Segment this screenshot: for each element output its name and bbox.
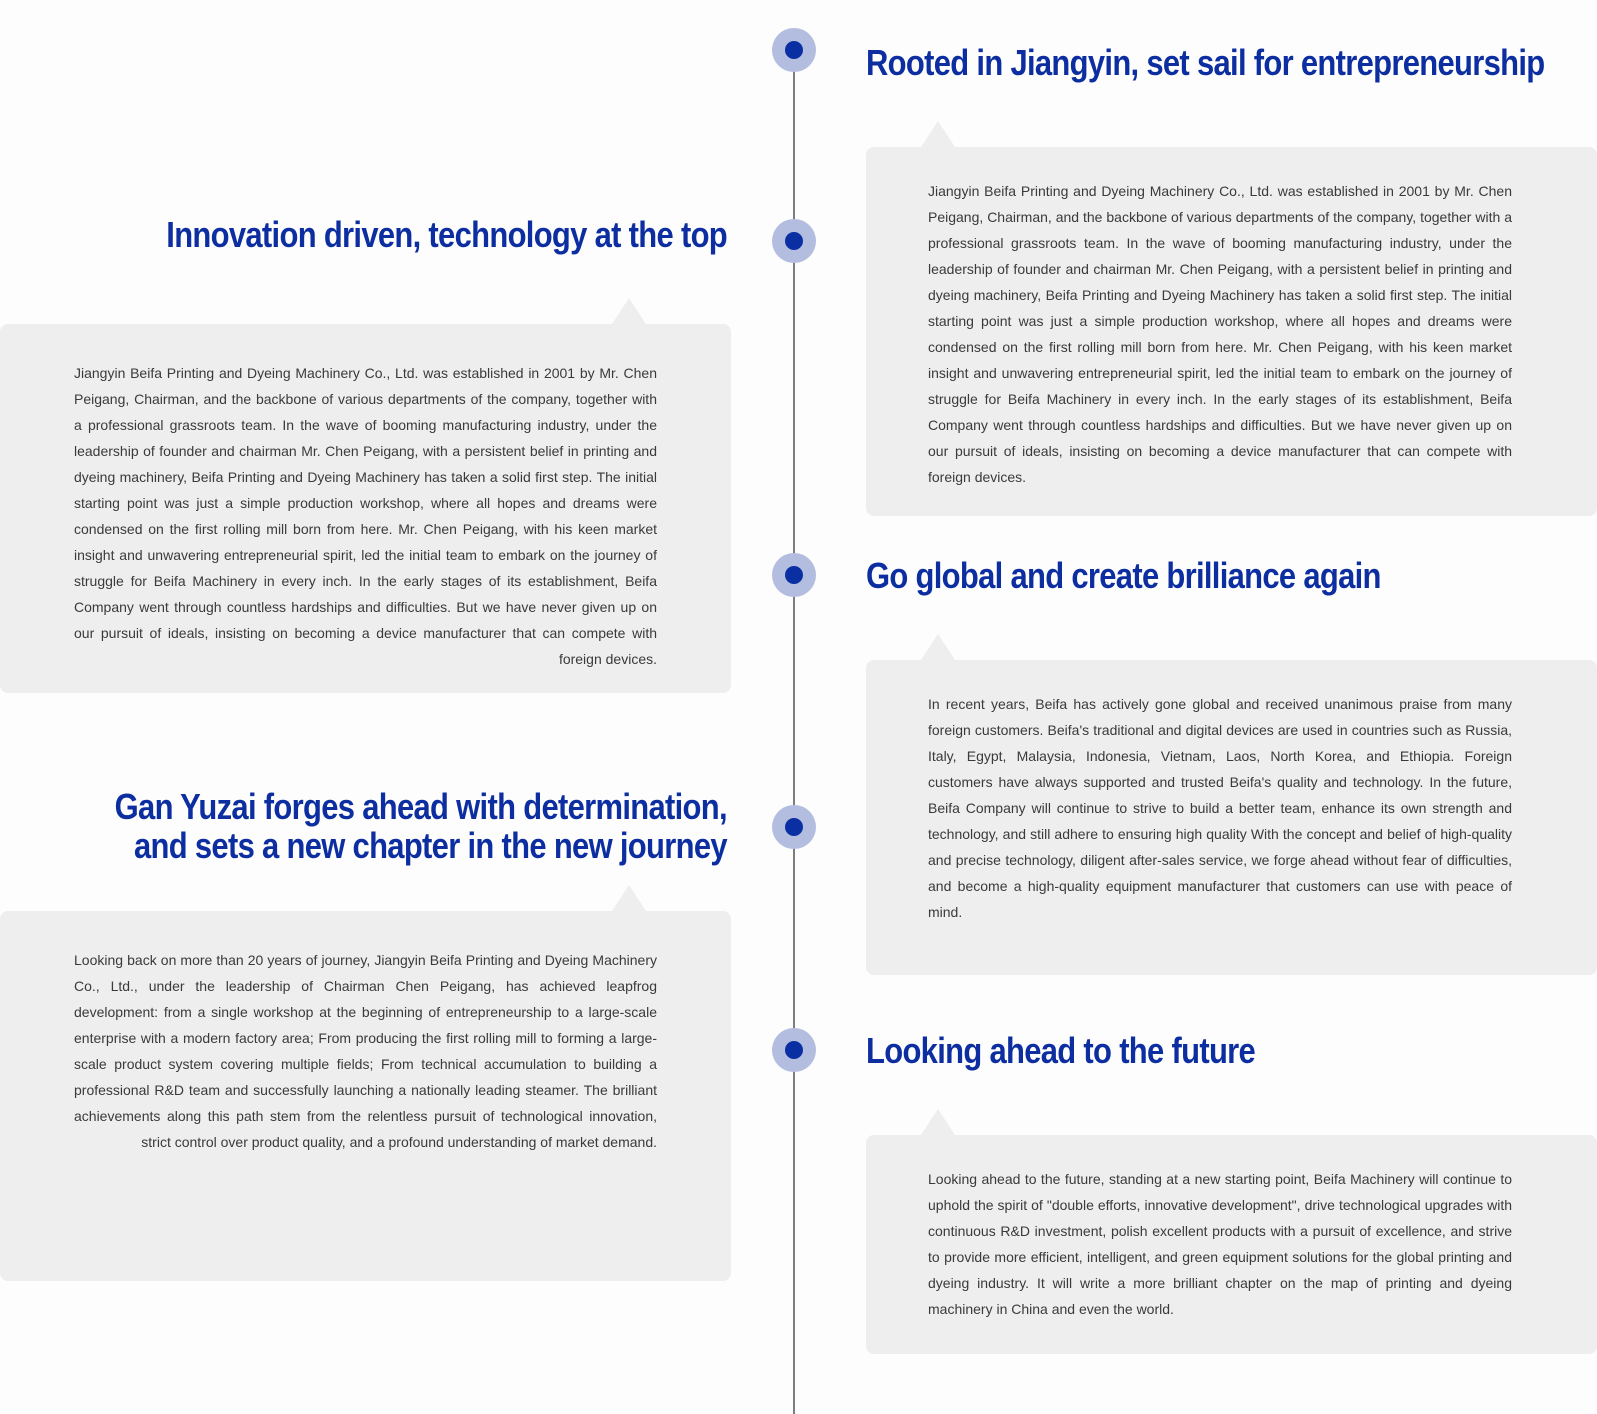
timeline-body-1: Jiangyin Beifa Printing and Dyeing Machinery Co., Ltd. was established in 2001 by Mr. Chen Peigang, Chairman, and the backbone of various departments of the company, together with a professional grassroots team. In the wave of booming manufacturing industry, under the leadership of founder and chairman Mr. Chen Peigang, with a persistent belief in printing and dyeing machinery, Beifa Printing and Dyeing Machinery has taken a solid first step. The initial starting point was just a simple production workshop, where all hopes and dreams were condensed on the first rolling mill born from here. Mr. Chen Peigang, with his keen market insight and unwavering entrepreneurial spirit, led the initial team to embark on the journey of struggle for Beifa Machinery in every inch. In the early stages of its establishment, Beifa Company went through countless hardships and difficulties. But we have never given up on our pursuit of ideals, insisting on becoming a device manufacturer that can compete with foreign devices. <box>928 183 1512 485</box>
timeline-title-4 <box>115 787 727 865</box>
timeline-body-4: Looking back on more than 20 years of journey, Jiangyin Beifa Printing and Dyeing Machinery Co., Ltd., under the leadership of Chairman Chen Peigang, has achieved leapfrog development: from a single workshop at the beginning of entrepreneurship to a large-scale enterprise with a modern factory area; From producing the first rolling mill to forming a large-scale product system covering multiple fields; From technical accumulation to building a professional R&D team and successfully launching a nationally leading steamer. The brilliant achievements along this path stem from the relentless pursuit of technological innovation, strict control over product quality, and a profound understanding of market demand. <box>74 952 657 1150</box>
timeline-body-5: Looking ahead to the future, standing at a new starting point, Beifa Machinery will continue to uphold the spirit of "double efforts, innovative development", drive technological upgrades with continuous R&D investment, polish excellent products with a pursuit of excellence, and strive to provide more efficient, intelligent, and green equipment solutions for the global printing and dyeing industry. It will write a more brilliant chapter on the map of printing and dyeing machinery in China and even the world. <box>928 1171 1512 1317</box>
timeline-title-2: Innovation driven, technology at the top <box>166 214 727 255</box>
timeline-card-4 <box>0 911 731 1281</box>
timeline-title-1: Rooted in Jiangyin, set sail for entrepreneurship <box>866 42 1545 83</box>
timeline-dot-1 <box>772 28 816 72</box>
timeline-dot-4 <box>772 805 816 849</box>
timeline-body-3: In recent years, Beifa has actively gone global and received unanimous praise from many foreign customers. Beifa's traditional and digital devices are used in countries such as Russia, Italy, Egypt, Malaysia, Indonesia, Vietnam, Laos, North Korea, and Ethiopia. Foreign customers have always supported and trusted Beifa's quality and technology. In the future, Beifa Company will continue to strive to build a better team, enhance its own strength and technology, and still adhere to ensuring high quality With the concept and belief of high-quality and precise technology, diligent after-sales service, we forge ahead without fear of difficulties, and become a high-quality equipment manufacturer that customers can use with peace of mind. <box>928 696 1512 920</box>
timeline-title-4-line-1: Gan Yuzai forges ahead with determination, <box>114 786 727 827</box>
timeline-dot-2 <box>772 219 816 263</box>
timeline-dot-3 <box>772 553 816 597</box>
timeline-title-4-line-2: and sets a new chapter in the new journey <box>134 825 728 866</box>
timeline-title-3: Go global and create brilliance again <box>866 555 1381 596</box>
timeline-card-2 <box>0 324 731 693</box>
timeline-title-5: Looking ahead to the future <box>866 1030 1256 1071</box>
timeline-body-2: Jiangyin Beifa Printing and Dyeing Machinery Co., Ltd. was established in 2001 by Mr. Chen Peigang, Chairman, and the backbone of various departments of the company, together with a professional grassroots team. In the wave of booming manufacturing industry, under the leadership of founder and chairman Mr. Chen Peigang, with a persistent belief in printing and dyeing machinery, Beifa Printing and Dyeing Machinery has taken a solid first step. The initial starting point was just a simple production workshop, where all hopes and dreams were condensed on the first rolling mill born from here. Mr. Chen Peigang, with his keen market insight and unwavering entrepreneurial spirit, led the initial team to embark on the journey of struggle for Beifa Machinery in every inch. In the early stages of its establishment, Beifa Company went through countless hardships and difficulties. But we have never given up on our pursuit of ideals, insisting on becoming a device manufacturer that can compete with foreign devices. <box>74 365 657 667</box>
timeline-card-5 <box>866 1135 1597 1354</box>
timeline-dot-5 <box>772 1028 816 1072</box>
timeline-card-1 <box>866 147 1597 516</box>
timeline-card-3 <box>866 660 1597 975</box>
